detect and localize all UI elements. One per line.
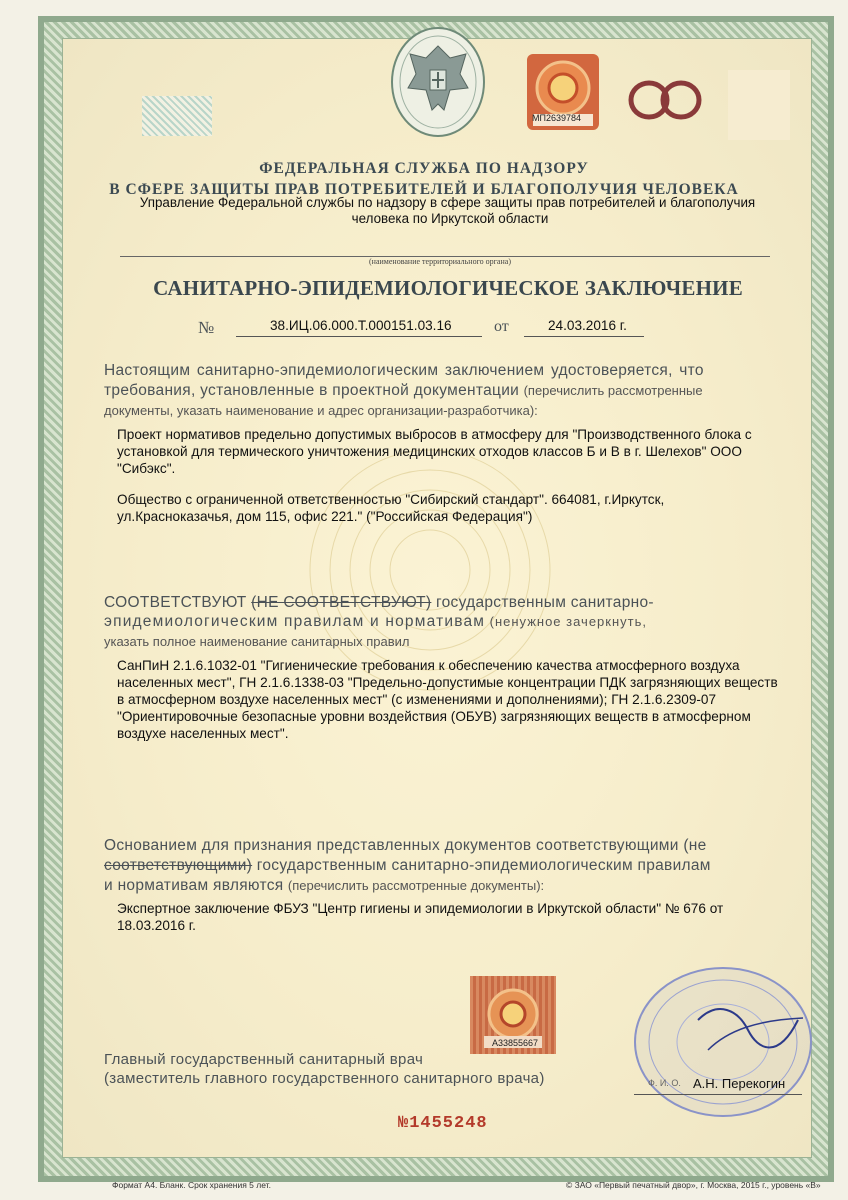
date-from-label: от bbox=[494, 318, 509, 335]
rules-line-1: СанПиН 2.1.6.1032-01 "Гигиенические требования к обеспечению качества атмосферного воздуха bbox=[117, 658, 740, 673]
number-label: № bbox=[198, 318, 215, 337]
conformity-line-2-hint: (ненужное зачеркнуть, bbox=[489, 614, 647, 629]
conformity-word: СООТВЕТСТВУЮТ bbox=[104, 594, 247, 611]
intro-line-1: Настоящим санитарно-эпидемиологическим заключением удостоверяется, что bbox=[104, 362, 704, 379]
basis-line-2 bbox=[104, 857, 711, 875]
conformity-line-2-main: эпидемиологическим правилам и нормативам bbox=[104, 613, 486, 630]
intro-line-3: документы, указать наименование и адрес организации-разработчика): bbox=[104, 403, 538, 418]
security-pattern-left bbox=[142, 96, 212, 136]
basis-line-3-main: и нормативам являются bbox=[104, 877, 284, 894]
project-line-2: установкой для термического уничтожения медицинских отходов классов Б и В в г. Шелехов" ООО bbox=[117, 444, 742, 459]
hologram-code: МП2639784 bbox=[532, 113, 582, 123]
certificate-number: 38.ИЦ.06.000.Т.000151.03.16 bbox=[270, 318, 452, 333]
basis-line-1 bbox=[104, 837, 707, 855]
territorial-organ-line-1: Управление Федеральной службы по надзору в сфере защиты прав потребителей и благополучия bbox=[139, 195, 756, 210]
coat-of-arms-emblem bbox=[388, 24, 488, 140]
basis-line-1-main: Основанием для признания представленных документов соответствующими bbox=[104, 837, 679, 854]
conformity-crossed: (НЕ СООТВЕТСТВУЮТ) bbox=[251, 594, 432, 611]
basis-crossed: соответствующими) bbox=[104, 857, 253, 874]
certificate-date: 24.03.2016 г. bbox=[548, 318, 627, 333]
form-serial-number: №1455248 bbox=[398, 1114, 488, 1133]
basis-line-3-hint: (перечислить рассмотренные документы): bbox=[287, 878, 545, 893]
official-seal-stamp bbox=[628, 960, 818, 1120]
conformity-rest: государственным санитарно- bbox=[436, 594, 654, 611]
developer-line-1: Общество с ограниченной ответственностью "Сибирский стандарт". 664081, г.Иркутск, bbox=[117, 492, 665, 507]
basis-line-3 bbox=[104, 877, 544, 895]
fio-label: Ф. И. О. bbox=[648, 1078, 681, 1088]
security-pattern-right bbox=[728, 70, 790, 140]
document-title: САНИТАРНО-ЭПИДЕМИОЛОГИЧЕСКОЕ ЗАКЛЮЧЕНИЕ bbox=[153, 276, 743, 300]
rules-line-3: в атмосферном воздухе населенных мест" (с изменениями и дополнениями); ГН 2.1.6.2309-07 bbox=[117, 692, 717, 707]
expert-doc-line-2: 18.03.2016 г. bbox=[117, 918, 196, 933]
signer-name: А.Н. Перекогин bbox=[693, 1076, 786, 1091]
signature-title-line-1: Главный государственный санитарный врач bbox=[104, 1051, 424, 1068]
ministry-line-2: В СФЕРЕ ЗАЩИТЫ ПРАВ ПОТРЕБИТЕЛЕЙ И БЛАГОПОЛУЧИЯ ЧЕЛОВЕКА bbox=[109, 181, 739, 198]
conformity-line-3: указать полное наименование санитарных правил bbox=[104, 634, 410, 649]
rules-line-4: "Ориентировочные безопасные уровни воздействия (ОБУВ) загрязняющих веществ в атмосферном bbox=[117, 709, 751, 724]
developer-line-2: ул.Красноказачья, дом 115, офис 221." ("Российская Федерация") bbox=[117, 509, 533, 524]
conformity-line-2 bbox=[104, 613, 647, 631]
signature-underline bbox=[634, 1094, 802, 1095]
conformity-mark-logo bbox=[627, 80, 705, 120]
basis-line-2-rest: государственным санитарно-эпидемиологическим правилам bbox=[256, 857, 711, 874]
intro-line-2 bbox=[104, 382, 703, 400]
ministry-line-1: ФЕДЕРАЛЬНАЯ СЛУЖБА ПО НАДЗОРУ bbox=[259, 160, 589, 177]
intro-line-2-main: требования, установленные в проектной документации bbox=[104, 382, 520, 399]
rules-line-5: воздухе населенных мест". bbox=[117, 726, 289, 741]
rules-line-2: населенных мест", ГН 2.1.6.1338-03 "Предельно-допустимые концентрации ПДК загрязняющих веществ bbox=[117, 675, 778, 690]
footer-format: Формат А4. Бланк. Срок хранения 5 лет. bbox=[112, 1180, 271, 1190]
number-underline bbox=[236, 336, 482, 337]
signature-title-line-2: (заместитель главного государственного санитарного врача) bbox=[104, 1070, 545, 1087]
basis-line-1-hint: (не bbox=[683, 837, 707, 854]
organ-caption: (наименование территориального органа) bbox=[369, 257, 511, 266]
conformity-line-1 bbox=[104, 594, 654, 612]
hologram-bottom-code: А33855667 bbox=[492, 1038, 539, 1048]
date-underline bbox=[524, 336, 644, 337]
footer-printer: © ЗАО «Первый печатный двор», г. Москва, 2015 г., уровень «В» bbox=[566, 1180, 821, 1190]
project-line-1: Проект нормативов предельно допустимых выбросов в атмосферу для "Производственного блока с bbox=[117, 427, 752, 442]
intro-line-2-hint: (перечислить рассмотренные bbox=[523, 383, 703, 398]
project-line-3: "Сибэкс". bbox=[117, 461, 176, 476]
expert-doc-line-1: Экспертное заключение ФБУЗ "Центр гигиены и эпидемиологии в Иркутской области" № 676 от bbox=[117, 901, 724, 916]
territorial-organ-line-2: человека по Иркутской области bbox=[351, 211, 549, 226]
